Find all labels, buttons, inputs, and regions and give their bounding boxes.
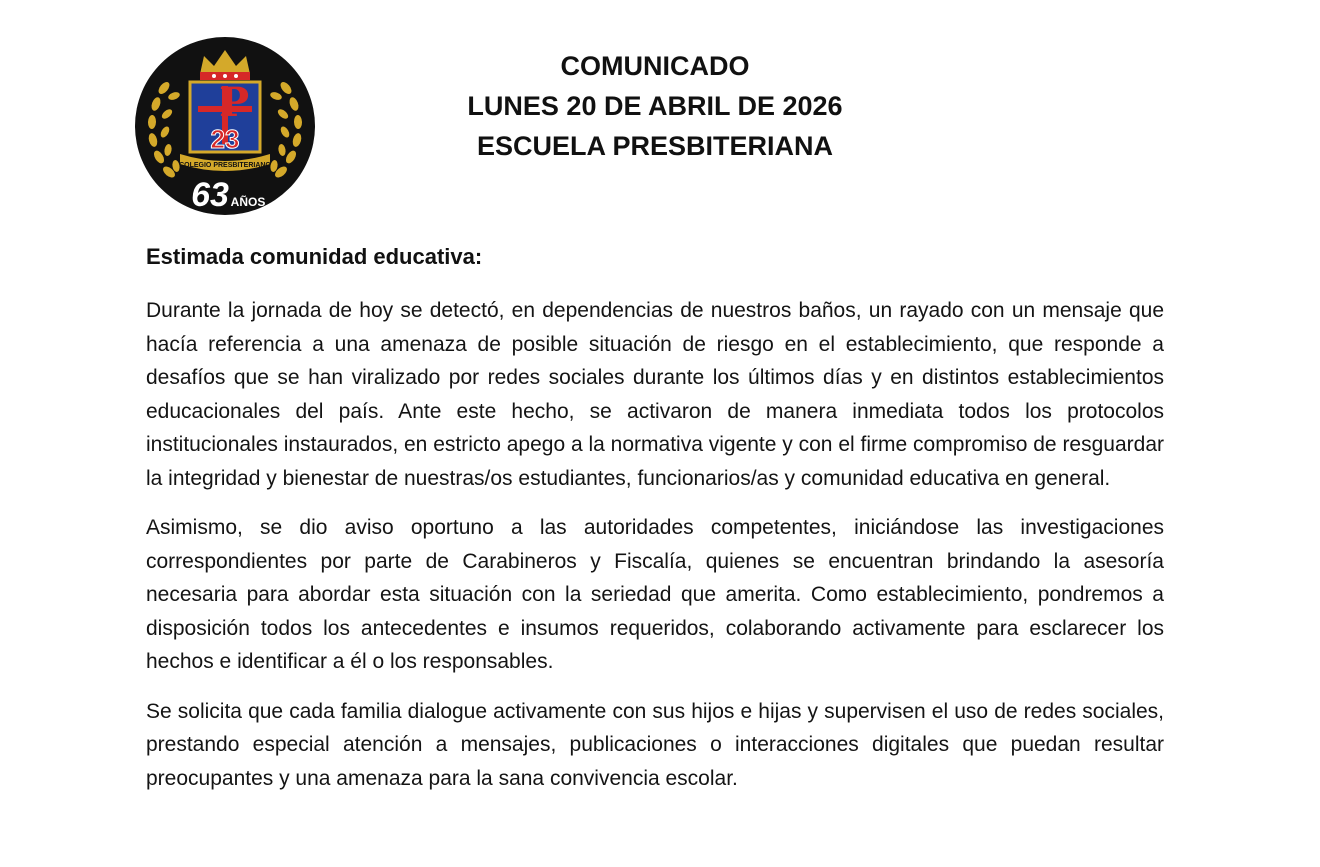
document-body <box>146 294 1164 811</box>
school-crest-icon <box>134 36 316 216</box>
school-logo <box>134 36 316 216</box>
ribbon-text: COLEGIO PRESBITERIANO <box>179 162 271 169</box>
anniversary-word: AÑOS <box>230 195 266 209</box>
header-date: LUNES 20 DE ABRIL DE 2026 <box>467 91 843 121</box>
anniversary-number: 63 <box>191 176 229 214</box>
logo-number: 23 <box>210 124 240 154</box>
document-header <box>340 46 970 166</box>
paragraph: Asimismo, se dio aviso oportuno a las autoridades competentes, iniciándose las investigaciones correspondientes por parte de Carabineros y Fiscalía, quienes se encuentran brindando la asesoría necesaria para abordar esta situación con la seriedad que amerita. Como establecimiento, pondremos a disposición todos los antecedentes e insumos requeridos, colaborando activamente para esclarecer los hechos e identificar a él o los responsables. <box>146 516 1164 673</box>
logo-letter: P <box>218 79 250 126</box>
header-school: ESCUELA PRESBITERIANA <box>476 131 834 161</box>
paragraph: Durante la jornada de hoy se detectó, en dependencias de nuestros baños, un rayado con un mensaje que hacía referencia a una amenaza de posible situación de riesgo en el establecimiento, que responde a desafíos que se han viralizado por redes sociales durante los últimos días y en distintos establecimientos educacionales del país. Ante este hecho, se activaron de manera inmediata todos los protocolos institucionales instaurados, en estricto apego a la normativa vigente y con el firme compromiso de resguardar la integridad y bienestar de nuestras/os estudiantes, funcionarios/as y comunidad educativa en general. <box>146 299 1164 490</box>
salutation: Estimada comunidad educativa: <box>146 244 483 269</box>
paragraph: Se solicita que cada familia dialogue activamente con sus hijos e hijas y supervisen el uso de redes sociales, prestando especial atención a mensajes, publicaciones o interacciones digitales que puedan resultar preocupantes y una amenaza para la sana convivencia escolar. <box>146 699 1164 790</box>
header-title: COMUNICADO <box>560 51 750 81</box>
